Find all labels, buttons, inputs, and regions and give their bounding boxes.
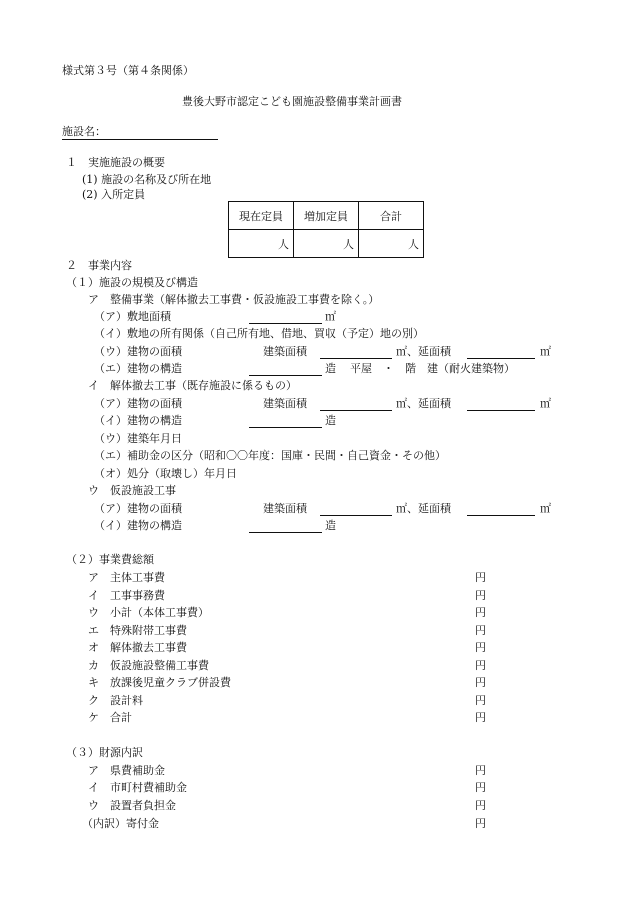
u-heading: ウ 仮設施設工事 [88, 484, 176, 497]
u-floor-area-label: ㎡、延面積 [396, 502, 451, 515]
cost-item: ク 設計料 [88, 694, 143, 707]
a-building-area: （ウ）建物の面積 [94, 345, 182, 358]
cost-yen: 円 [475, 589, 486, 602]
i-floor-area-unit: ㎡ [540, 397, 551, 410]
i-structure-suffix: 造 [325, 414, 336, 427]
section1-heading: １ 実施施設の概要 [66, 156, 165, 169]
a-site-area-unit: ㎡ [325, 310, 336, 323]
funding-item: イ 市町村費補助金 [88, 781, 187, 794]
a-site-ownership: （イ）敷地の所有関係（自己所有地、借地、買収（予定）地の別） [94, 327, 424, 340]
u-structure-line [249, 532, 322, 533]
cost-yen: 円 [475, 624, 486, 637]
cost-yen: 円 [475, 694, 486, 707]
i-structure-line [249, 427, 322, 428]
i-built-date: （ウ）建築年月日 [94, 432, 182, 445]
section1-item2: (2) 入所定員 [82, 188, 146, 201]
i-floor-area-label: ㎡、延面積 [396, 397, 451, 410]
a-structure: （エ）建物の構造 [94, 362, 182, 375]
form-number: 様式第３号（第４条関係） [62, 64, 194, 77]
i-building-area-line [320, 410, 392, 411]
cost-item: ウ 小計（本体工事費） [88, 606, 209, 619]
a-floor-area-unit: ㎡ [540, 345, 551, 358]
u-floor-area-line [467, 515, 535, 516]
funding-item: ウ 設置者負担金 [88, 799, 176, 812]
cost-item: カ 仮設施設整備工事費 [88, 659, 209, 672]
cell-increase-capacity: 人 [294, 230, 359, 258]
a-floor-area-label: ㎡、延面積 [396, 345, 451, 358]
funding-yen: 円 [475, 781, 486, 794]
header-current-capacity: 現在定員 [229, 202, 294, 230]
a-structure-suffix: 造 [325, 362, 336, 375]
funding-item: （内訳）寄付金 [82, 817, 159, 830]
section2-heading: ２ 事業内容 [66, 259, 132, 272]
u-floor-area-unit: ㎡ [540, 502, 551, 515]
section2-sub1-heading: （１）施設の規模及び構造 [66, 276, 198, 289]
u-structure: （イ）建物の構造 [94, 519, 182, 532]
cost-item: ケ 合計 [88, 711, 132, 724]
funding-yen: 円 [475, 799, 486, 812]
total-cost-heading: （２）事業費総額 [66, 553, 154, 566]
facility-name-label: 施設名： [62, 125, 106, 138]
cost-item: オ 解体撤去工事費 [88, 641, 187, 654]
i-subsidy-category: （エ）補助金の区分（昭和〇〇年度：国庫・民間・自己資金・その他） [94, 449, 446, 462]
a-floor-area-line [467, 358, 535, 359]
a-heading: ア 整備事業（解体撤去工事費・仮設施設工事費を除く。） [88, 293, 380, 306]
cost-yen: 円 [475, 659, 486, 672]
i-building-area-label: 建築面積 [263, 397, 307, 410]
cost-item: エ 特殊附帯工事費 [88, 624, 187, 637]
cost-item: キ 放課後児童クラブ併設費 [88, 676, 231, 689]
cost-yen: 円 [475, 606, 486, 619]
cost-yen: 円 [475, 711, 486, 724]
a-building-area-line [320, 358, 392, 359]
u-building-area-line [320, 515, 392, 516]
document-title: 豊後大野市認定こども園施設整備事業計画書 [182, 95, 402, 108]
cost-yen: 円 [475, 571, 486, 584]
a-building-area-label: 建築面積 [263, 345, 307, 358]
funding-yen: 円 [475, 817, 486, 830]
a-floors: 平屋 ・ 階 建（耐火建築物） [350, 362, 515, 375]
i-disposal-date: （オ）処分（取壊し）年月日 [94, 467, 237, 480]
i-building-area: （ア）建物の面積 [94, 397, 182, 410]
cost-yen: 円 [475, 641, 486, 654]
cell-total: 人 [359, 230, 424, 258]
header-total: 合計 [359, 202, 424, 230]
capacity-table [228, 201, 424, 258]
section1-item1: (1) 施設の名称及び所在地 [82, 173, 212, 186]
cost-yen: 円 [475, 676, 486, 689]
u-building-area: （ア）建物の面積 [94, 502, 182, 515]
cell-current-capacity: 人 [229, 230, 294, 258]
cost-item: ア 主体工事費 [88, 571, 165, 584]
funding-yen: 円 [475, 764, 486, 777]
i-structure: （イ）建物の構造 [94, 414, 182, 427]
i-heading: イ 解体撤去工事（既存施設に係るもの） [88, 379, 297, 392]
header-increase-capacity: 増加定員 [294, 202, 359, 230]
facility-name-line [62, 139, 218, 140]
a-structure-line [249, 375, 322, 376]
u-structure-suffix: 造 [325, 519, 336, 532]
a-site-area: （ア）敷地面積 [94, 310, 171, 323]
a-site-area-line [249, 323, 322, 324]
funding-item: ア 県費補助金 [88, 764, 165, 777]
cost-item: イ 工事事務費 [88, 589, 165, 602]
u-building-area-label: 建築面積 [263, 502, 307, 515]
funding-heading: （３）財源内訳 [66, 746, 143, 759]
i-floor-area-line [467, 410, 535, 411]
